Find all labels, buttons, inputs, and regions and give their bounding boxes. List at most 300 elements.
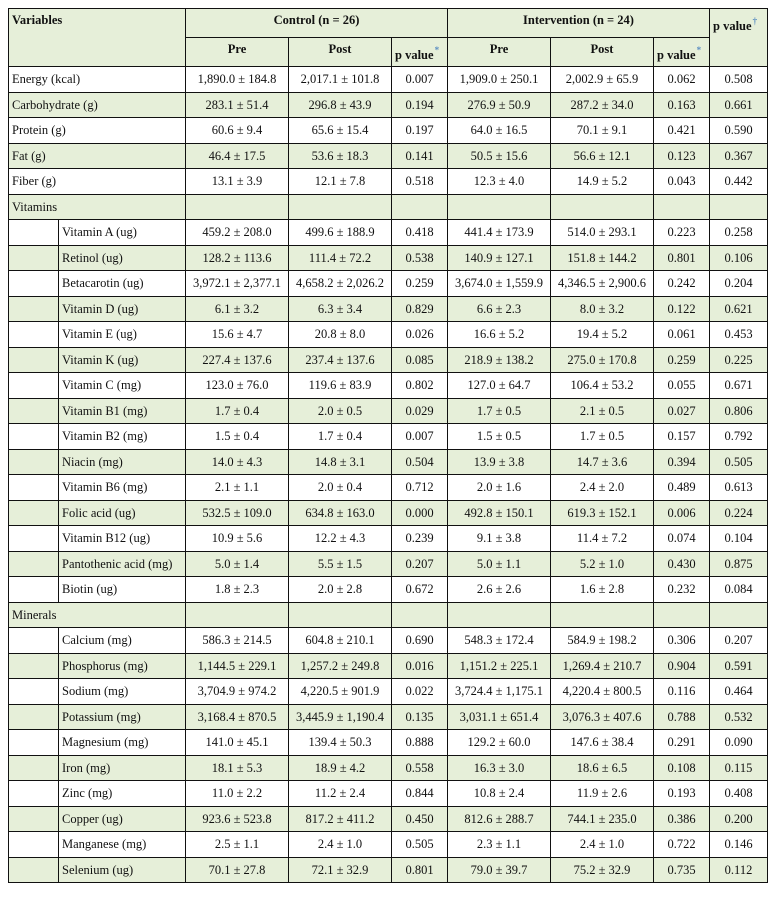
row-label: Energy (kcal)	[9, 67, 186, 93]
control-group-header: Control (n = 26)	[186, 9, 448, 38]
control-p-value-cell: 0.888	[392, 730, 448, 756]
control-p-value-cell: 0.844	[392, 781, 448, 807]
intervention-post-cell: 1.6 ± 2.8	[551, 577, 654, 603]
indent-cell	[9, 475, 59, 501]
intervention-p-value-cell: 0.122	[654, 296, 710, 322]
table-row	[9, 373, 768, 399]
control-pre-cell: 128.2 ± 113.6	[186, 245, 289, 271]
indent-cell	[9, 322, 59, 348]
table-row	[9, 806, 768, 832]
intervention-p-value-cell: 0.223	[654, 220, 710, 246]
intervention-post-cell: 275.0 ± 170.8	[551, 347, 654, 373]
table-row	[9, 322, 768, 348]
control-pre-cell: 1.7 ± 0.4	[186, 398, 289, 424]
intervention-post-header: Post	[551, 38, 654, 67]
control-p-value-cell: 0.558	[392, 755, 448, 781]
intervention-pre-cell: 441.4 ± 173.9	[448, 220, 551, 246]
intervention-pre-cell: 2.6 ± 2.6	[448, 577, 551, 603]
control-p-value-cell: 0.418	[392, 220, 448, 246]
control-p-value-cell: 0.007	[392, 424, 448, 450]
control-post-cell: 634.8 ± 163.0	[289, 500, 392, 526]
table-row	[9, 296, 768, 322]
row-label: Vitamin A (ug)	[59, 220, 186, 246]
control-pre-cell: 586.3 ± 214.5	[186, 628, 289, 654]
control-p-value-cell: 0.141	[392, 143, 448, 169]
variables-header: Variables	[9, 9, 186, 67]
control-post-cell: 65.6 ± 15.4	[289, 118, 392, 144]
intervention-post-cell: 19.4 ± 5.2	[551, 322, 654, 348]
row-label: Vitamin B12 (ug)	[59, 526, 186, 552]
control-p-value-cell: 0.504	[392, 449, 448, 475]
control-post-cell: 2,017.1 ± 101.8	[289, 67, 392, 93]
control-post-cell: 5.5 ± 1.5	[289, 551, 392, 577]
table-header	[9, 9, 768, 67]
control-post-cell: 53.6 ± 18.3	[289, 143, 392, 169]
control-pre-cell: 1.5 ± 0.4	[186, 424, 289, 450]
intervention-p-value-cell: 0.043	[654, 169, 710, 195]
between-p-value-cell: 0.806	[710, 398, 768, 424]
control-post-cell: 604.8 ± 210.1	[289, 628, 392, 654]
row-label: Vitamin B1 (mg)	[59, 398, 186, 424]
between-p-value-cell: 0.104	[710, 526, 768, 552]
intervention-post-cell: 2.1 ± 0.5	[551, 398, 654, 424]
control-pre-cell: 18.1 ± 5.3	[186, 755, 289, 781]
empty-cell	[186, 194, 289, 220]
intervention-p-value-cell: 0.259	[654, 347, 710, 373]
control-pre-cell: 2.1 ± 1.1	[186, 475, 289, 501]
row-label: Fat (g)	[9, 143, 186, 169]
row-label: Zinc (mg)	[59, 781, 186, 807]
control-post-cell: 2.0 ± 2.8	[289, 577, 392, 603]
control-p-value-cell: 0.518	[392, 169, 448, 195]
table-row	[9, 92, 768, 118]
between-p-value-cell: 0.106	[710, 245, 768, 271]
control-post-cell: 6.3 ± 3.4	[289, 296, 392, 322]
intervention-p-value-cell: 0.074	[654, 526, 710, 552]
table-row	[9, 220, 768, 246]
control-post-cell: 2.4 ± 1.0	[289, 832, 392, 858]
control-p-value-cell: 0.259	[392, 271, 448, 297]
intervention-post-cell: 11.9 ± 2.6	[551, 781, 654, 807]
control-pre-cell: 3,168.4 ± 870.5	[186, 704, 289, 730]
control-post-cell: 111.4 ± 72.2	[289, 245, 392, 271]
between-p-value-cell: 0.090	[710, 730, 768, 756]
p-value-label: p value	[657, 48, 696, 62]
indent-cell	[9, 373, 59, 399]
intervention-p-value-cell: 0.123	[654, 143, 710, 169]
control-pre-cell: 14.0 ± 4.3	[186, 449, 289, 475]
control-post-cell: 18.9 ± 4.2	[289, 755, 392, 781]
between-p-value-cell: 0.621	[710, 296, 768, 322]
table-row	[9, 118, 768, 144]
empty-cell	[654, 602, 710, 628]
between-p-value-cell: 0.453	[710, 322, 768, 348]
control-pre-cell: 3,972.1 ± 2,377.1	[186, 271, 289, 297]
p-value-label: p value	[395, 48, 434, 62]
intervention-pre-cell: 13.9 ± 3.8	[448, 449, 551, 475]
intervention-pre-cell: 16.3 ± 3.0	[448, 755, 551, 781]
control-post-cell: 12.2 ± 4.3	[289, 526, 392, 552]
row-label: Calcium (mg)	[59, 628, 186, 654]
intervention-p-value-cell: 0.788	[654, 704, 710, 730]
table-row	[9, 577, 768, 603]
intervention-post-cell: 584.9 ± 198.2	[551, 628, 654, 654]
intervention-pre-cell: 6.6 ± 2.3	[448, 296, 551, 322]
indent-cell	[9, 245, 59, 271]
intervention-p-value-cell: 0.006	[654, 500, 710, 526]
control-pre-cell: 6.1 ± 3.2	[186, 296, 289, 322]
intervention-p-value-cell: 0.061	[654, 322, 710, 348]
between-p-value-cell: 0.671	[710, 373, 768, 399]
indent-cell	[9, 296, 59, 322]
table-row	[9, 449, 768, 475]
empty-cell	[289, 194, 392, 220]
indent-cell	[9, 551, 59, 577]
empty-cell	[654, 194, 710, 220]
control-p-value-cell: 0.000	[392, 500, 448, 526]
empty-cell	[448, 194, 551, 220]
intervention-pre-cell: 1.5 ± 0.5	[448, 424, 551, 450]
intervention-pre-cell: 79.0 ± 39.7	[448, 857, 551, 883]
control-p-value-cell: 0.505	[392, 832, 448, 858]
between-p-value-cell: 0.224	[710, 500, 768, 526]
row-label: Pantothenic acid (mg)	[59, 551, 186, 577]
intervention-pre-cell: 50.5 ± 15.6	[448, 143, 551, 169]
control-p-value-cell: 0.672	[392, 577, 448, 603]
intervention-pre-cell: 1,909.0 ± 250.1	[448, 67, 551, 93]
intervention-p-value-cell: 0.232	[654, 577, 710, 603]
p-value-label: p value	[713, 19, 752, 33]
intervention-pre-cell: 492.8 ± 150.1	[448, 500, 551, 526]
row-label: Niacin (mg)	[59, 449, 186, 475]
between-p-value-cell: 0.115	[710, 755, 768, 781]
indent-cell	[9, 704, 59, 730]
control-p-value-cell: 0.801	[392, 857, 448, 883]
row-label: Vitamin E (ug)	[59, 322, 186, 348]
control-post-cell: 817.2 ± 411.2	[289, 806, 392, 832]
control-p-value-cell: 0.538	[392, 245, 448, 271]
section-label: Minerals	[9, 602, 186, 628]
control-pre-cell: 1,890.0 ± 184.8	[186, 67, 289, 93]
intervention-pre-cell: 12.3 ± 4.0	[448, 169, 551, 195]
intervention-pre-cell: 2.0 ± 1.6	[448, 475, 551, 501]
intervention-pre-cell: 548.3 ± 172.4	[448, 628, 551, 654]
intervention-p-value-cell: 0.291	[654, 730, 710, 756]
between-p-value-cell: 0.875	[710, 551, 768, 577]
intervention-p-value-cell: 0.108	[654, 755, 710, 781]
control-p-value-cell: 0.207	[392, 551, 448, 577]
control-p-value-cell: 0.022	[392, 679, 448, 705]
row-label: Potassium (mg)	[59, 704, 186, 730]
intervention-p-value-cell: 0.421	[654, 118, 710, 144]
intervention-p-value-header	[654, 38, 710, 67]
intervention-pre-cell: 16.6 ± 5.2	[448, 322, 551, 348]
intervention-post-cell: 2.4 ± 2.0	[551, 475, 654, 501]
between-p-value-cell: 0.146	[710, 832, 768, 858]
empty-cell	[392, 194, 448, 220]
control-pre-cell: 283.1 ± 51.4	[186, 92, 289, 118]
table-row	[9, 526, 768, 552]
control-pre-cell: 923.6 ± 523.8	[186, 806, 289, 832]
between-p-value-cell: 0.112	[710, 857, 768, 883]
control-pre-cell: 532.5 ± 109.0	[186, 500, 289, 526]
between-p-value-cell: 0.505	[710, 449, 768, 475]
control-pre-cell: 459.2 ± 208.0	[186, 220, 289, 246]
table-row	[9, 781, 768, 807]
empty-cell	[710, 194, 768, 220]
row-label: Sodium (mg)	[59, 679, 186, 705]
control-pre-cell: 1.8 ± 2.3	[186, 577, 289, 603]
indent-cell	[9, 857, 59, 883]
control-pre-cell: 3,704.9 ± 974.2	[186, 679, 289, 705]
intervention-p-value-cell: 0.055	[654, 373, 710, 399]
control-post-cell: 2.0 ± 0.4	[289, 475, 392, 501]
control-p-value-cell: 0.026	[392, 322, 448, 348]
control-pre-header: Pre	[186, 38, 289, 67]
intervention-post-cell: 3,076.3 ± 407.6	[551, 704, 654, 730]
intervention-p-value-cell: 0.722	[654, 832, 710, 858]
section-row	[9, 194, 768, 220]
intervention-group-header: Intervention (n = 24)	[448, 9, 710, 38]
table-row	[9, 500, 768, 526]
intervention-post-cell: 70.1 ± 9.1	[551, 118, 654, 144]
indent-cell	[9, 449, 59, 475]
table-row	[9, 67, 768, 93]
between-p-value-cell: 0.613	[710, 475, 768, 501]
table-row	[9, 143, 768, 169]
control-p-value-cell: 0.135	[392, 704, 448, 730]
between-p-value-cell: 0.204	[710, 271, 768, 297]
control-post-cell: 4,220.5 ± 901.9	[289, 679, 392, 705]
table-row	[9, 679, 768, 705]
control-post-cell: 139.4 ± 50.3	[289, 730, 392, 756]
intervention-pre-header: Pre	[448, 38, 551, 67]
row-label: Carbohydrate (g)	[9, 92, 186, 118]
row-label: Vitamin K (ug)	[59, 347, 186, 373]
intervention-p-value-cell: 0.430	[654, 551, 710, 577]
indent-cell	[9, 730, 59, 756]
between-p-value-cell: 0.367	[710, 143, 768, 169]
row-label: Folic acid (ug)	[59, 500, 186, 526]
empty-cell	[551, 194, 654, 220]
row-label: Selenium (ug)	[59, 857, 186, 883]
indent-cell	[9, 806, 59, 832]
indent-cell	[9, 832, 59, 858]
intervention-p-value-cell: 0.801	[654, 245, 710, 271]
intervention-p-value-cell: 0.027	[654, 398, 710, 424]
row-label: Biotin (ug)	[59, 577, 186, 603]
intervention-p-value-cell: 0.193	[654, 781, 710, 807]
table-row	[9, 475, 768, 501]
intervention-post-cell: 8.0 ± 3.2	[551, 296, 654, 322]
between-p-value-cell: 0.464	[710, 679, 768, 705]
between-p-value-cell: 0.258	[710, 220, 768, 246]
table-row	[9, 755, 768, 781]
intervention-post-cell: 106.4 ± 53.2	[551, 373, 654, 399]
control-post-cell: 4,658.2 ± 2,026.2	[289, 271, 392, 297]
empty-cell	[551, 602, 654, 628]
control-p-value-header	[392, 38, 448, 67]
control-pre-cell: 11.0 ± 2.2	[186, 781, 289, 807]
nutrient-intake-table	[8, 8, 768, 883]
row-label: Manganese (mg)	[59, 832, 186, 858]
intervention-pre-cell: 1,151.2 ± 225.1	[448, 653, 551, 679]
control-p-value-cell: 0.016	[392, 653, 448, 679]
table-row	[9, 832, 768, 858]
intervention-p-value-cell: 0.163	[654, 92, 710, 118]
control-p-value-cell: 0.239	[392, 526, 448, 552]
intervention-p-value-cell: 0.904	[654, 653, 710, 679]
control-p-value-cell: 0.690	[392, 628, 448, 654]
table-row	[9, 653, 768, 679]
intervention-pre-cell: 2.3 ± 1.1	[448, 832, 551, 858]
control-pre-cell: 70.1 ± 27.8	[186, 857, 289, 883]
between-group-p-value-header	[710, 9, 768, 67]
control-post-cell: 3,445.9 ± 1,190.4	[289, 704, 392, 730]
between-p-value-cell: 0.225	[710, 347, 768, 373]
intervention-post-cell: 744.1 ± 235.0	[551, 806, 654, 832]
table-row	[9, 347, 768, 373]
intervention-post-cell: 56.6 ± 12.1	[551, 143, 654, 169]
control-p-value-cell: 0.085	[392, 347, 448, 373]
table-row	[9, 169, 768, 195]
table-row	[9, 857, 768, 883]
indent-cell	[9, 628, 59, 654]
intervention-pre-cell: 3,724.4 ± 1,175.1	[448, 679, 551, 705]
control-pre-cell: 60.6 ± 9.4	[186, 118, 289, 144]
table-row	[9, 551, 768, 577]
control-p-value-cell: 0.197	[392, 118, 448, 144]
intervention-p-value-cell: 0.394	[654, 449, 710, 475]
control-p-value-cell: 0.829	[392, 296, 448, 322]
table-row	[9, 628, 768, 654]
row-label: Iron (mg)	[59, 755, 186, 781]
control-pre-cell: 2.5 ± 1.1	[186, 832, 289, 858]
control-pre-cell: 13.1 ± 3.9	[186, 169, 289, 195]
intervention-post-cell: 1.7 ± 0.5	[551, 424, 654, 450]
indent-cell	[9, 577, 59, 603]
between-p-value-cell: 0.084	[710, 577, 768, 603]
intervention-pre-cell: 3,031.1 ± 651.4	[448, 704, 551, 730]
control-p-value-cell: 0.802	[392, 373, 448, 399]
control-post-cell: 237.4 ± 137.6	[289, 347, 392, 373]
between-p-value-cell: 0.442	[710, 169, 768, 195]
intervention-post-cell: 147.6 ± 38.4	[551, 730, 654, 756]
intervention-pre-cell: 812.6 ± 288.7	[448, 806, 551, 832]
row-label: Retinol (ug)	[59, 245, 186, 271]
row-label: Vitamin B2 (mg)	[59, 424, 186, 450]
control-p-value-cell: 0.029	[392, 398, 448, 424]
control-post-cell: 2.0 ± 0.5	[289, 398, 392, 424]
row-label: Vitamin D (ug)	[59, 296, 186, 322]
row-label: Fiber (g)	[9, 169, 186, 195]
section-label: Vitamins	[9, 194, 186, 220]
intervention-pre-cell: 218.9 ± 138.2	[448, 347, 551, 373]
indent-cell	[9, 424, 59, 450]
asterisk-footnote-mark: *	[696, 45, 702, 55]
intervention-pre-cell: 129.2 ± 60.0	[448, 730, 551, 756]
between-p-value-cell: 0.207	[710, 628, 768, 654]
intervention-post-cell: 4,346.5 ± 2,900.6	[551, 271, 654, 297]
table-row	[9, 271, 768, 297]
intervention-p-value-cell: 0.062	[654, 67, 710, 93]
row-label: Phosphorus (mg)	[59, 653, 186, 679]
control-post-cell: 499.6 ± 188.9	[289, 220, 392, 246]
intervention-p-value-cell: 0.306	[654, 628, 710, 654]
intervention-pre-cell: 5.0 ± 1.1	[448, 551, 551, 577]
empty-cell	[392, 602, 448, 628]
row-label: Copper (ug)	[59, 806, 186, 832]
intervention-p-value-cell: 0.386	[654, 806, 710, 832]
row-label: Betacarotin (ug)	[59, 271, 186, 297]
row-label: Vitamin C (mg)	[59, 373, 186, 399]
table-row	[9, 245, 768, 271]
row-label: Protein (g)	[9, 118, 186, 144]
indent-cell	[9, 220, 59, 246]
intervention-p-value-cell: 0.116	[654, 679, 710, 705]
indent-cell	[9, 398, 59, 424]
intervention-post-cell: 2.4 ± 1.0	[551, 832, 654, 858]
between-p-value-cell: 0.792	[710, 424, 768, 450]
control-pre-cell: 10.9 ± 5.6	[186, 526, 289, 552]
control-pre-cell: 227.4 ± 137.6	[186, 347, 289, 373]
table-row	[9, 424, 768, 450]
intervention-pre-cell: 127.0 ± 64.7	[448, 373, 551, 399]
control-post-cell: 1.7 ± 0.4	[289, 424, 392, 450]
section-row	[9, 602, 768, 628]
intervention-p-value-cell: 0.157	[654, 424, 710, 450]
empty-cell	[289, 602, 392, 628]
indent-cell	[9, 755, 59, 781]
indent-cell	[9, 271, 59, 297]
between-p-value-cell: 0.508	[710, 67, 768, 93]
control-p-value-cell: 0.450	[392, 806, 448, 832]
intervention-post-cell: 2,002.9 ± 65.9	[551, 67, 654, 93]
intervention-post-cell: 151.8 ± 144.2	[551, 245, 654, 271]
intervention-post-cell: 75.2 ± 32.9	[551, 857, 654, 883]
control-post-cell: 20.8 ± 8.0	[289, 322, 392, 348]
indent-cell	[9, 526, 59, 552]
intervention-pre-cell: 276.9 ± 50.9	[448, 92, 551, 118]
empty-cell	[448, 602, 551, 628]
control-post-cell: 12.1 ± 7.8	[289, 169, 392, 195]
table-body	[9, 67, 768, 883]
control-pre-cell: 46.4 ± 17.5	[186, 143, 289, 169]
indent-cell	[9, 653, 59, 679]
indent-cell	[9, 500, 59, 526]
intervention-post-cell: 18.6 ± 6.5	[551, 755, 654, 781]
empty-cell	[186, 602, 289, 628]
intervention-post-cell: 4,220.4 ± 800.5	[551, 679, 654, 705]
intervention-p-value-cell: 0.489	[654, 475, 710, 501]
control-pre-cell: 15.6 ± 4.7	[186, 322, 289, 348]
intervention-p-value-cell: 0.735	[654, 857, 710, 883]
between-p-value-cell: 0.408	[710, 781, 768, 807]
control-post-cell: 296.8 ± 43.9	[289, 92, 392, 118]
between-p-value-cell: 0.590	[710, 118, 768, 144]
intervention-p-value-cell: 0.242	[654, 271, 710, 297]
table-row	[9, 398, 768, 424]
intervention-post-cell: 514.0 ± 293.1	[551, 220, 654, 246]
row-label: Magnesium (mg)	[59, 730, 186, 756]
between-p-value-cell: 0.591	[710, 653, 768, 679]
dagger-footnote-mark: †	[752, 16, 758, 26]
control-pre-cell: 5.0 ± 1.4	[186, 551, 289, 577]
table-row	[9, 730, 768, 756]
intervention-pre-cell: 140.9 ± 127.1	[448, 245, 551, 271]
indent-cell	[9, 679, 59, 705]
indent-cell	[9, 781, 59, 807]
